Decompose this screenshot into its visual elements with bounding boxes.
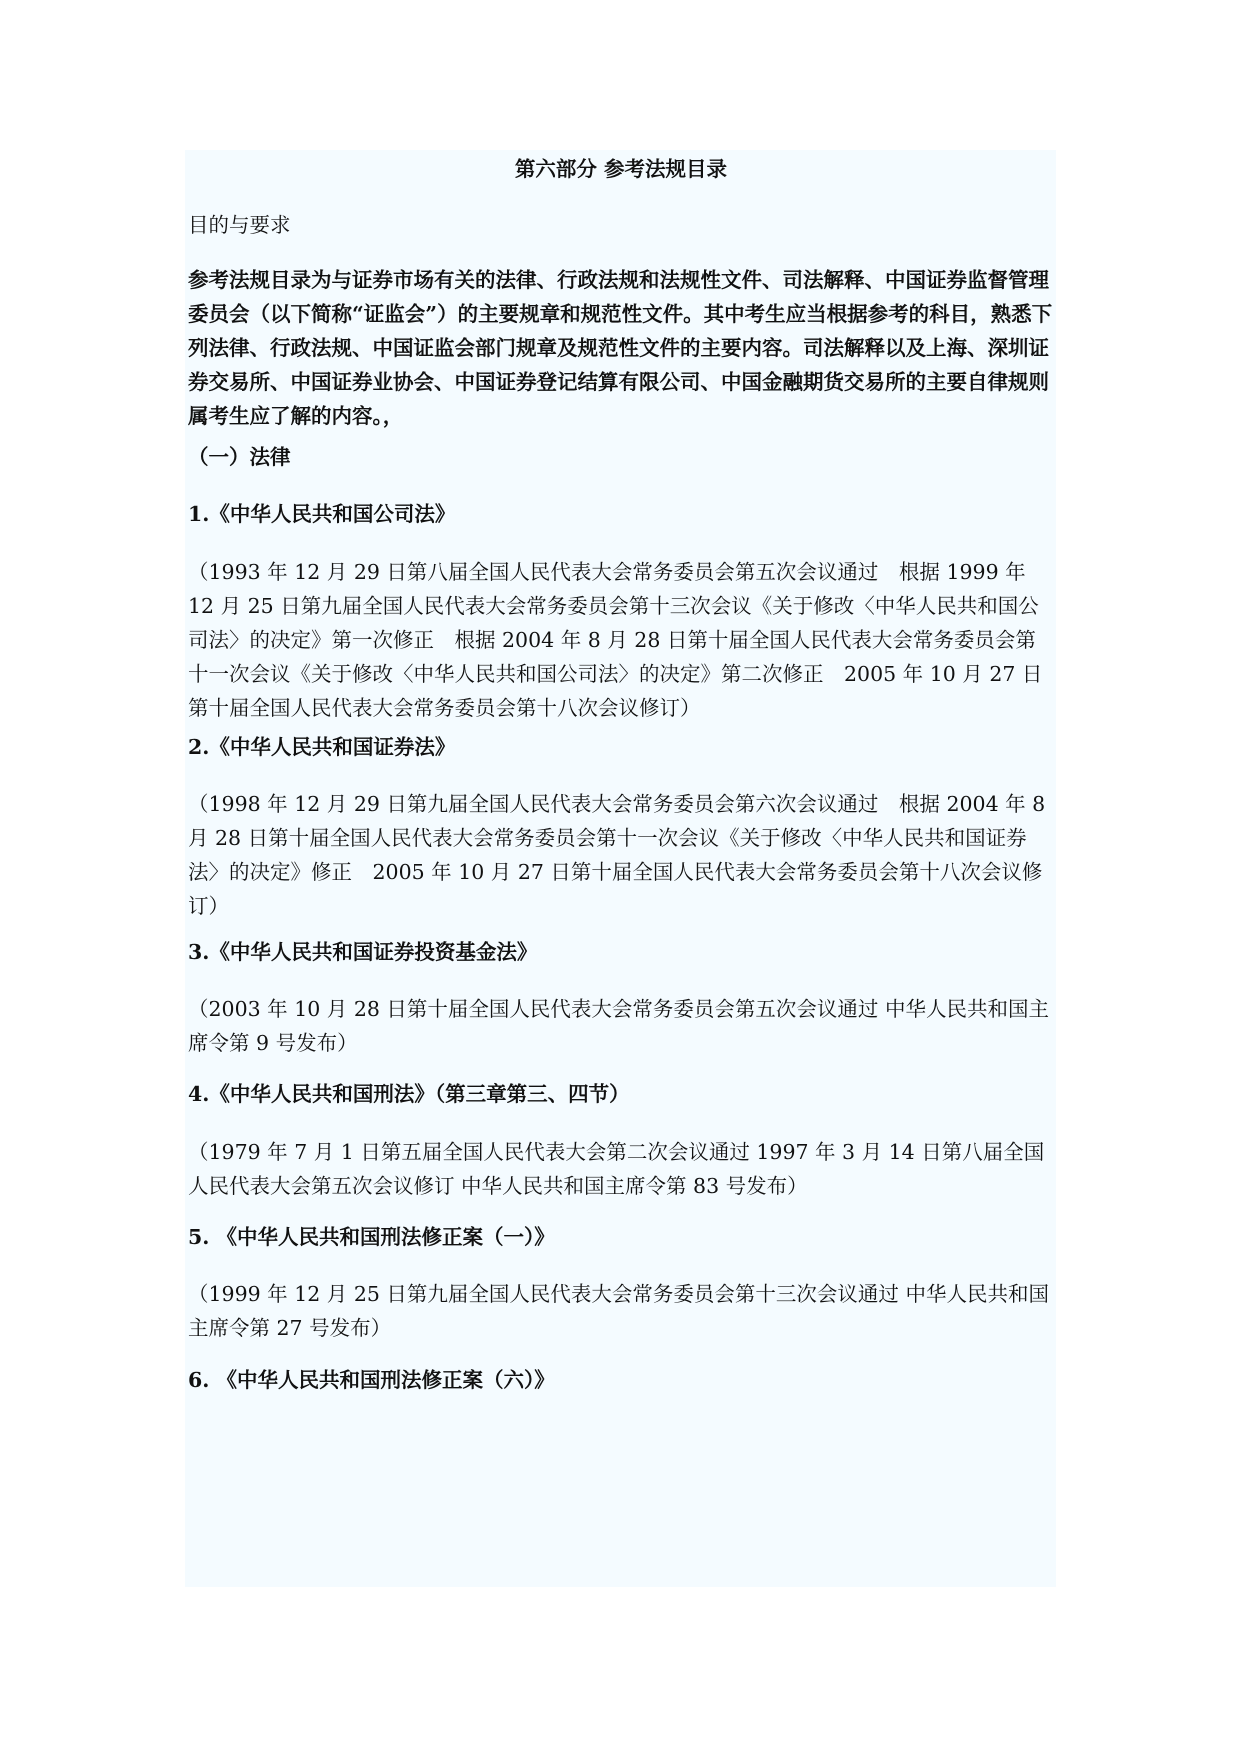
entry-detail-5: （1999 年 12 月 25 日第九届全国人民代表大会常务委员会第十三次会议通过 中华人民共和国主席令第 27 号发布） xyxy=(188,1282,1049,1340)
entry-title-3: 3.《中华人民共和国证券投资基金法》 xyxy=(188,940,538,964)
document-title: 第六部分 参考法规目录 xyxy=(514,157,728,181)
entry-detail-3: （2003 年 10 月 28 日第十届全国人民代表大会常务委员会第五次会议通过 中华人民共和国主席令第 9 号发布） xyxy=(188,997,1049,1055)
entry-detail-4: （1979 年 7 月 1 日第五届全国人民代表大会第二次会议通过 1997 年 3 月 14 日第八届全国人民代表大会第五次会议修订 中华人民共和国主席令第 83 号发布） xyxy=(188,1140,1045,1198)
entry-title-5: 5. 《中华人民共和国刑法修正案（一）》 xyxy=(188,1225,555,1249)
entry-title-1: 1.《中华人民共和国公司法》 xyxy=(188,502,456,526)
entry-title-6: 6. 《中华人民共和国刑法修正案（六）》 xyxy=(188,1368,555,1392)
category-heading-law: （一）法律 xyxy=(188,445,291,469)
entry-title-4: 4.《中华人民共和国刑法》（第三章第三、四节） xyxy=(188,1082,630,1106)
entry-detail-1: （1993 年 12 月 29 日第八届全国人民代表大会常务委员会第五次会议通过 根据 1999 年 12 月 25 日第九届全国人民代表大会常务委员会第十三次会议《关于修改〈中华人民共和国公司法〉的决定》第一次修正 根据 2004 年 8 月 28 日第十届全国人民代表大会常务委员会第十一次会议《关于修改〈中华人民共和国公司法〉的决定》第二次修正 2005 年 10 月 27 日第十届全国人民代表大会常务委员会第十八次会议修订） xyxy=(188,560,1043,720)
intro-paragraph: 参考法规目录为与证券市场有关的法律、行政法规和法规性文件、司法解释、中国证券监督管理委员会（以下简称“证监会”）的主要规章和规范性文件。其中考生应当根据参考的科目，熟悉下列法律、行政法规、中国证监会部门规章及规范性文件的主要内容。司法解释以及上海、深圳证券交易所、中国证券业协会、中国证券登记结算有限公司、中国金融期货交易所的主要自律规则属考生应了解的内容。， xyxy=(188,268,1053,428)
document-page xyxy=(185,150,1056,1587)
section-heading: 目的与要求 xyxy=(188,213,291,237)
entry-title-2: 2.《中华人民共和国证券法》 xyxy=(188,735,456,759)
entry-detail-2: （1998 年 12 月 29 日第九届全国人民代表大会常务委员会第六次会议通过 根据 2004 年 8 月 28 日第十届全国人民代表大会常务委员会第十一次会议《关于修改〈中华人民共和国证券法〉的决定》修正 2005 年 10 月 27 日第十届全国人民代表大会常务委员会第十八次会议修订） xyxy=(188,792,1046,918)
